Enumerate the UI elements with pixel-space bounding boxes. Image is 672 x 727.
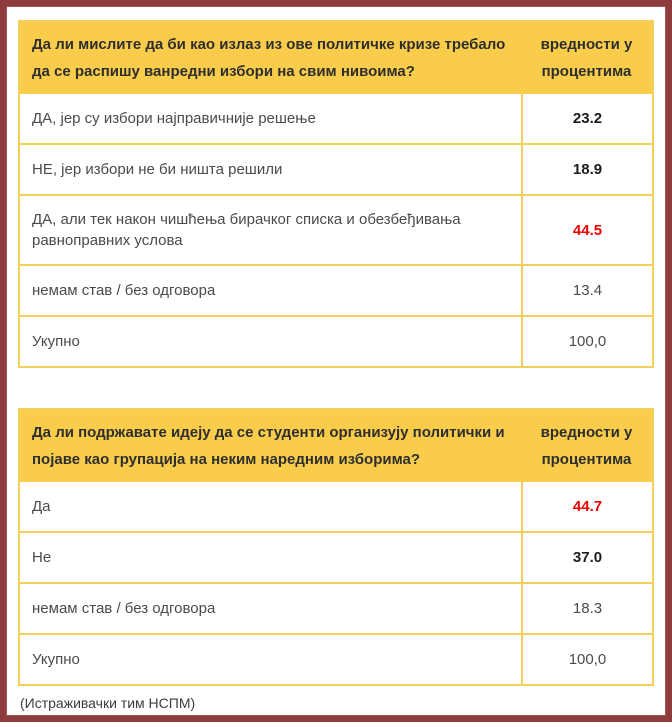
answer-value: 13.4 [521, 266, 652, 315]
table-header [20, 22, 652, 94]
value-column-header: вредности у процентима [540, 424, 633, 468]
value-column-header: вредности у процентима [540, 36, 633, 80]
total-label: Укупно [32, 651, 80, 668]
poll-table-students [18, 408, 654, 686]
answer-value: 18.3 [521, 584, 652, 633]
answer-label: ДА, јер су избори најправичније решење [32, 110, 316, 127]
total-value: 100,0 [521, 317, 652, 366]
page-content [6, 6, 666, 727]
table-row [20, 531, 652, 582]
table-row [20, 264, 652, 315]
question-text: Да ли подржавате идеју да се студенти организују политички и појаве као групација на неким наредним изборима? [32, 424, 505, 468]
answer-label: немам став / без одговора [32, 600, 216, 617]
answer-label: Не [32, 549, 52, 566]
answer-value: 44.7 [521, 482, 652, 531]
answer-value: 18.9 [521, 145, 652, 194]
answer-value: 37.0 [521, 533, 652, 582]
total-label: Укупно [32, 333, 80, 350]
total-row [20, 315, 652, 366]
table-row [20, 143, 652, 194]
table-header [20, 410, 652, 482]
answer-label: ДА, али тек након чишћења бирачког списка и обезбеђивања равноправних услова [32, 211, 461, 249]
poll-table-elections [18, 20, 654, 368]
answer-label: НЕ, јер избори не би ништа решили [32, 161, 283, 178]
answer-label: немам став / без одговора [32, 282, 216, 299]
source-note: (Истраживачки тим НСПМ) [20, 695, 196, 711]
question-text: Да ли мислите да би као излаз из ове политичке кризе требало да се распишу ванредни избори на свим нивоима? [32, 36, 506, 80]
answer-value: 23.2 [521, 94, 652, 143]
total-value: 100,0 [521, 635, 652, 684]
table-row [20, 194, 652, 264]
table-row [20, 582, 652, 633]
answer-label: Да [32, 498, 51, 515]
table-row [20, 94, 652, 143]
total-row [20, 633, 652, 684]
answer-value: 44.5 [521, 196, 652, 264]
table-row [20, 482, 652, 531]
